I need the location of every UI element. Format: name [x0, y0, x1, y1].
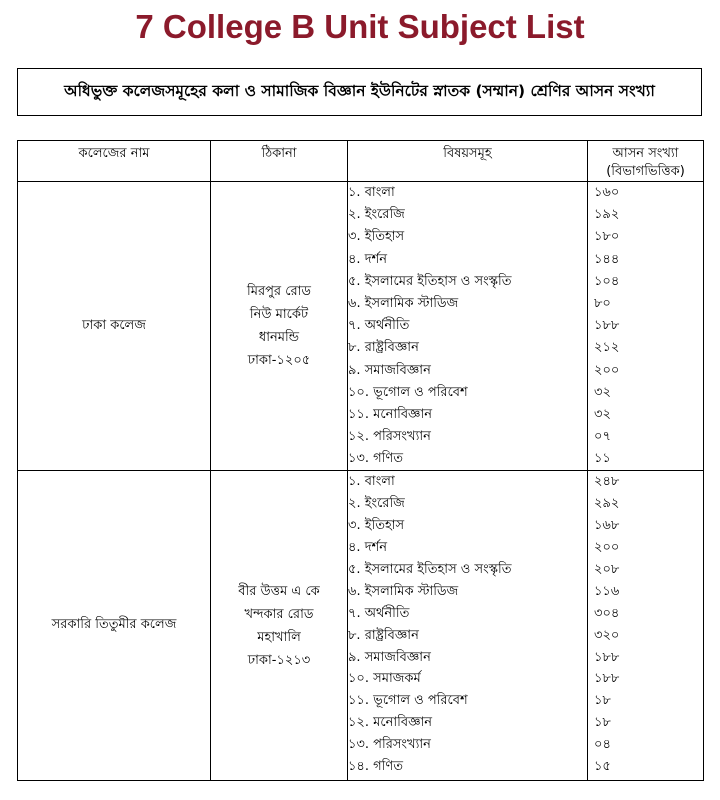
seat-count: ১১: [594, 451, 611, 467]
seat-count: ১৬০: [594, 185, 620, 200]
page-title: 7 College B Unit Subject List: [135, 8, 585, 45]
seat-count: ৩০৪: [594, 605, 620, 621]
seat-count: ১৮৮: [594, 318, 620, 334]
subject-item: ১১. মনোবিজ্ঞান: [348, 406, 433, 422]
college-address: [211, 182, 348, 471]
seat-list: [588, 182, 704, 471]
subject-item: ২. ইংরেজি: [348, 496, 405, 512]
seat-count: ০৪: [594, 737, 611, 753]
table-row: [18, 182, 704, 471]
address-line: মিরপুর রোড: [247, 284, 311, 300]
subject-item: ৪. দর্শন: [348, 540, 387, 556]
subject-item: ১২. মনোবিজ্ঞান: [348, 715, 433, 731]
seat-count: ১৮০: [594, 229, 620, 245]
address-line: ঢাকা-১২০৫: [247, 353, 311, 369]
subject-item: ৪. দর্শন: [348, 251, 387, 267]
seat-count: ১৮: [594, 715, 611, 731]
seat-count: ১৮৮: [594, 649, 620, 665]
seat-count: ৮০: [594, 295, 611, 311]
seat-count: ২৯২: [594, 496, 620, 512]
subject-item: ৯. সমাজবিজ্ঞান: [348, 649, 431, 665]
subject-item: ১০. সমাজকর্ম: [348, 671, 421, 687]
subject-item: ৭. অর্থনীতি: [348, 605, 410, 621]
address-line: ধানমন্ডি: [258, 330, 300, 346]
college-name: ঢাকা কলেজ: [18, 182, 211, 471]
subject-item: ১. বাংলা: [348, 474, 395, 490]
subject-item: ৩. ইতিহাস: [348, 229, 405, 245]
subject-item: ১. বাংলা: [348, 185, 395, 200]
subject-item: ১০. ভূগোল ও পরিবেশ: [348, 384, 468, 400]
seat-count: ১৮৮: [594, 671, 620, 687]
subject-item: ২. ইংরেজি: [348, 207, 405, 223]
subject-item: ৬. ইসলামিক স্টাডিজ: [348, 583, 459, 599]
seat-count: ১১৬: [594, 583, 620, 599]
subject-list: [348, 471, 588, 781]
header-seats: [588, 141, 704, 182]
seat-list: [588, 471, 704, 781]
subject-item: ৩. ইতিহাস: [348, 518, 405, 534]
seat-count: ৩২: [594, 406, 611, 422]
seat-count: ১৮: [594, 693, 611, 709]
header-subjects: বিষয়সমূহ: [348, 141, 588, 182]
table-caption: অধিভুক্ত কলেজসমূহের কলা ও সামাজিক বিজ্ঞান ইউনিটের স্নাতক (সম্মান) শ্রেণির আসন সংখ্যা: [64, 82, 655, 100]
subject-list: [348, 182, 588, 471]
subject-item: ৬. ইসলামিক স্টাডিজ: [348, 295, 459, 311]
subject-item: ৮. রাষ্ট্রবিজ্ঞান: [348, 627, 419, 643]
seat-count: ৩২: [594, 384, 611, 400]
subject-item: ৯. সমাজবিজ্ঞান: [348, 362, 431, 378]
subject-item: ১৩. গণিত: [348, 451, 404, 467]
header-college: কলেজের নাম: [18, 141, 211, 182]
header-address: ঠিকানা: [211, 141, 348, 182]
subject-item: ৮. রাষ্ট্রবিজ্ঞান: [348, 340, 419, 356]
seat-count: ০৭: [594, 429, 611, 445]
address-line: নিউ মার্কেট: [249, 307, 309, 323]
address-line: মহাখালি: [257, 629, 301, 645]
header-seats-label: আসন সংখ্যা: [612, 146, 679, 161]
address-line: ঢাকা-১২১৩: [247, 652, 311, 668]
table-row: [18, 471, 704, 781]
seat-count: ১০৪: [594, 273, 620, 289]
college-name: সরকারি তিতুমীর কলেজ: [18, 471, 211, 781]
seat-count: ২১২: [594, 340, 620, 356]
header-seats-note: (বিভাগভিত্তিক): [606, 164, 685, 179]
subject-item: ১২. পরিসংখ্যান: [348, 429, 431, 445]
college-address: [211, 471, 348, 781]
seat-table: [17, 140, 704, 781]
subject-item: ১৪. গণিত: [348, 759, 403, 775]
address-line: বীর উত্তম এ কে: [238, 583, 320, 599]
seat-count: ১৯২: [594, 207, 620, 223]
seat-count: ১৬৮: [594, 518, 620, 534]
subject-item: ৭. অর্থনীতি: [348, 318, 410, 334]
seat-count: ২৪৮: [594, 474, 620, 490]
seat-count: ২০০: [594, 540, 620, 556]
subject-item: ৫. ইসলামের ইতিহাস ও সংস্কৃতি: [348, 273, 512, 289]
seat-count: ১৪৪: [594, 251, 620, 267]
subject-item: ৫. ইসলামের ইতিহাস ও সংস্কৃতি: [348, 562, 512, 577]
seat-count: ১৫: [594, 759, 611, 775]
seat-count: ৩২০: [594, 627, 620, 643]
subject-item: ১১. ভূগোল ও পরিবেশ: [348, 693, 468, 709]
seat-count: ২০০: [594, 362, 620, 378]
address-line: খন্দকার রোড: [244, 606, 314, 622]
table-caption-box: [17, 68, 702, 116]
subject-item: ১৩. পরিসংখ্যান: [348, 737, 431, 753]
seat-count: ২০৮: [594, 562, 620, 577]
table-header-row: [18, 141, 704, 182]
